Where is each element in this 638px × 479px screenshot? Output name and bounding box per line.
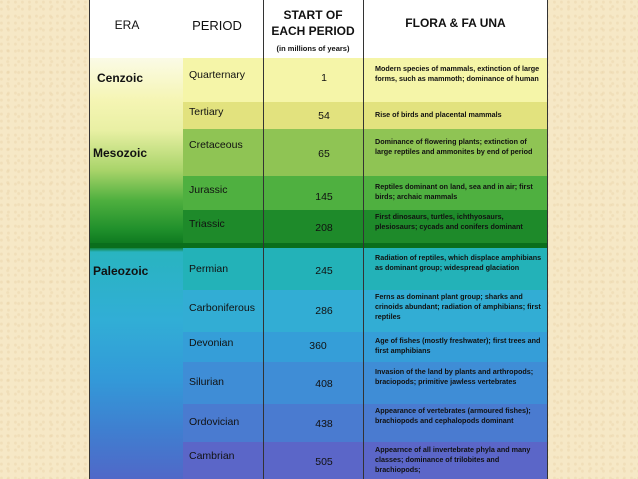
- period-flora: Dominance of flowering plants; extinction of large reptiles and ammonites by end of period: [375, 137, 533, 156]
- era-header: [89, 0, 183, 58]
- period-name: Quarternary: [189, 69, 246, 81]
- period-name: Tertiary: [189, 106, 224, 118]
- period-start: 408: [315, 378, 333, 390]
- period-row: [183, 290, 548, 332]
- period-row: [183, 442, 548, 479]
- period-row: [183, 248, 548, 290]
- period-row: [183, 102, 548, 129]
- era-label-mesozoic: Mesozoic: [93, 146, 148, 160]
- period-start: 360: [309, 340, 327, 352]
- column-divider: [547, 0, 548, 479]
- start-header: [263, 0, 363, 58]
- flora-header-label: FLORA & FA UNA: [405, 16, 506, 30]
- period-name: Permian: [189, 263, 229, 275]
- flora-header: [363, 0, 548, 58]
- period-name: Cretaceous: [189, 139, 243, 151]
- period-start: 65: [318, 148, 330, 160]
- period-flora: First dinosaurs, turtles, ichthyosaurs, plesiosaurs; cycads and conifers dominant: [375, 212, 523, 231]
- start-header-line1: START OF: [283, 8, 343, 22]
- period-row: [183, 332, 548, 362]
- period-row: [183, 210, 548, 243]
- period-flora: Reptiles dominant on land, sea and in air; first birds; archaic mammals: [375, 182, 533, 201]
- column-divider: [263, 0, 264, 479]
- period-header-label: PERIOD: [192, 18, 242, 33]
- era-header-label: ERA: [114, 18, 140, 32]
- period-name: Devonian: [189, 337, 234, 349]
- period-start: 438: [315, 418, 333, 430]
- period-start: 245: [315, 265, 333, 277]
- period-row: [183, 404, 548, 442]
- period-start: 505: [315, 456, 333, 468]
- column-divider: [363, 0, 364, 479]
- period-row: [183, 362, 548, 404]
- period-name: Carboniferous: [189, 302, 255, 314]
- period-flora: Age of fishes (mostly freshwater); first trees and first amphibians: [375, 336, 541, 355]
- period-flora: Ferns as dominant plant group; sharks and crinoids abundant; radiation of amphibians; first reptiles: [375, 292, 541, 321]
- era-label-cenozoic: Cenzoic: [97, 71, 144, 85]
- period-start: 286: [315, 305, 333, 317]
- period-start: 1: [321, 72, 327, 84]
- period-name: Triassic: [189, 218, 225, 230]
- column-divider: [89, 0, 90, 479]
- period-row: [183, 129, 548, 176]
- period-flora: Invasion of the land by plants and arthropods; braciopods; primitive jawless vertebrates: [375, 367, 534, 386]
- era-label-paleozoic: Paleozoic: [93, 264, 149, 278]
- period-start: 54: [318, 110, 330, 122]
- start-header-subtitle: (in millions of years): [276, 44, 350, 53]
- period-row: [183, 176, 548, 210]
- period-flora: Appearance of vertebrates (armoured fishes); brachiopods and cephalopods dominant: [375, 406, 531, 425]
- period-row: [183, 58, 548, 102]
- period-flora: Appearnce of all invertebrate phyla and many classes; dominance of trilobites and brachiopods;: [375, 445, 531, 474]
- era-divider: [89, 243, 548, 248]
- period-name: Cambrian: [189, 450, 235, 462]
- start-header-line2: EACH PERIOD: [271, 24, 355, 38]
- period-header: [183, 0, 263, 58]
- period-start: 208: [315, 222, 333, 234]
- period-name: Silurian: [189, 376, 225, 388]
- period-name: Jurassic: [189, 184, 228, 196]
- period-start: 145: [315, 191, 333, 203]
- geologic-time-table: [89, 0, 548, 479]
- period-flora: Rise of birds and placental mammals: [375, 110, 502, 119]
- period-name: Ordovician: [189, 416, 240, 428]
- period-flora: Radiation of reptiles, which displace amphibians as dominant group; widespread glaciation: [375, 253, 542, 272]
- period-flora: Modern species of mammals, extinction of large forms, such as mammoth; dominance of human: [375, 64, 540, 83]
